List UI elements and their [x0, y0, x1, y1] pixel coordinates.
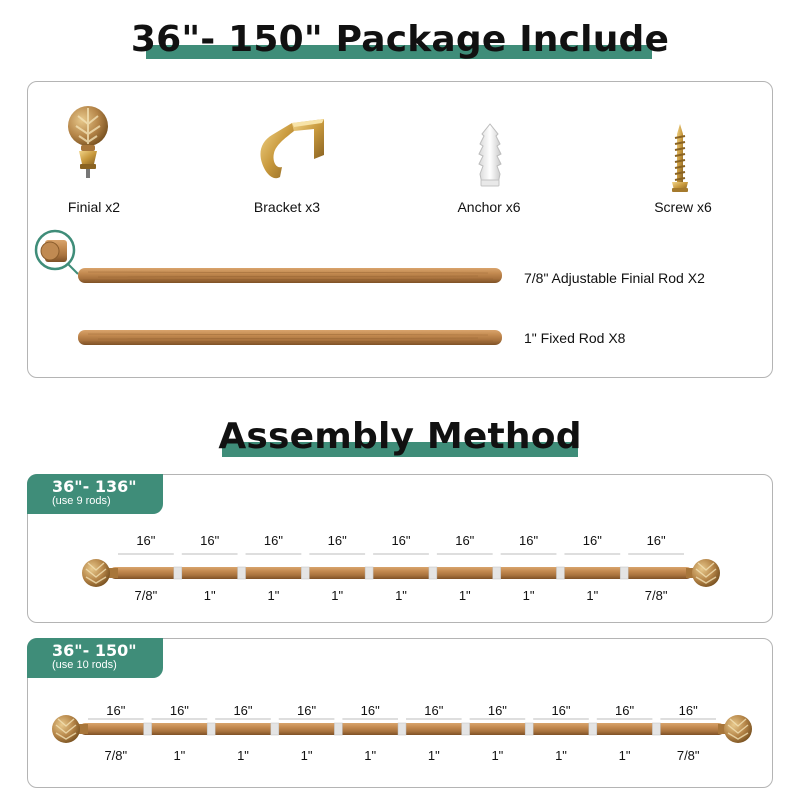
fixed-rod: [78, 328, 504, 348]
rod-connector: [365, 567, 373, 579]
rod-connector: [271, 723, 279, 735]
finial-icon: [718, 715, 752, 743]
segment-length: 16": [615, 703, 635, 718]
segment-diameter: 1": [267, 588, 280, 603]
segment-diameter: 1": [173, 748, 186, 763]
segment-diameter: 1": [491, 748, 504, 763]
segment-length: 16": [136, 533, 156, 548]
range-label: 36"- 150": [52, 641, 137, 660]
item-label: Bracket x3: [253, 199, 321, 215]
page-title: 36"- 150" Package Include: [130, 19, 670, 60]
section-title: Assembly Method: [218, 416, 582, 457]
segment-length: 16": [678, 703, 698, 718]
package-panel: [27, 81, 773, 378]
segment-diameter: 1": [364, 748, 377, 763]
segment-diameter: 1": [203, 588, 216, 603]
finial-icon: [52, 715, 88, 743]
segment-length: 16": [169, 703, 189, 718]
segment-length: 16": [360, 703, 380, 718]
rod-connector: [238, 567, 246, 579]
assembly-heading: [0, 410, 800, 464]
rod-count-note: (use 10 rods): [52, 659, 117, 671]
segment-length: 16": [263, 533, 283, 548]
segment-length: 16": [582, 533, 602, 548]
segment-length: 16": [519, 533, 539, 548]
item-label: Finial x2: [67, 199, 121, 215]
segment-diameter: 1": [395, 588, 407, 603]
segment-length: 16": [551, 703, 571, 718]
finial-icon: [686, 559, 720, 587]
segment-length: 16": [106, 703, 126, 718]
rod-label: 1" Fixed Rod X8: [524, 330, 626, 346]
segment-length: 16": [297, 703, 317, 718]
item-label: Screw x6: [654, 199, 712, 215]
segment-diameter: 7/8": [134, 588, 158, 603]
rod-connector: [301, 567, 309, 579]
segment-diameter: 1": [331, 588, 344, 603]
rod-connector: [429, 567, 437, 579]
finial-icon: [66, 102, 110, 182]
rod-connector: [144, 723, 152, 735]
rod-count-note: (use 9 rods): [52, 495, 111, 507]
rod-connector: [462, 723, 470, 735]
segment-diameter: 1": [237, 748, 249, 763]
segment-diameter: 1": [618, 748, 631, 763]
rod-connector: [525, 723, 533, 735]
segment-length: 16": [391, 533, 411, 548]
rod-connector: [207, 723, 215, 735]
adjustable-finial-rod: [78, 266, 504, 286]
rod-label: 7/8" Adjustable Finial Rod X2: [524, 270, 705, 286]
segment-diameter: 1": [586, 588, 599, 603]
rod-connector: [174, 567, 182, 579]
rod-connector: [556, 567, 564, 579]
rod-connector: [334, 723, 342, 735]
segment-diameter: 1": [427, 748, 440, 763]
bracket-icon: [244, 115, 330, 185]
rod-connector: [620, 567, 628, 579]
rod-body: [110, 567, 692, 579]
rod-connector: [652, 723, 660, 735]
segment-diameter: 1": [458, 588, 471, 603]
segment-length: 16": [424, 703, 444, 718]
range-label: 36"- 136": [52, 477, 137, 496]
package-heading: [0, 14, 800, 66]
item-label: Anchor x6: [457, 199, 521, 215]
segment-length: 16": [200, 533, 220, 548]
screw-icon: [670, 122, 690, 196]
segment-diameter: 1": [555, 748, 567, 763]
assembly-panel-9-rods: [27, 474, 773, 623]
segment-diameter: 7/8": [104, 748, 128, 763]
rod-connector: [493, 567, 501, 579]
segment-diameter: 1": [300, 748, 313, 763]
rod-connector: [589, 723, 597, 735]
assembly-panel-10-rods: [27, 638, 773, 788]
rod-connector: [398, 723, 406, 735]
segment-length: 16": [233, 703, 253, 718]
segment-length: 16": [455, 533, 475, 548]
segment-length: 16": [487, 703, 507, 718]
segment-diameter: 7/8": [676, 748, 700, 763]
finial-icon: [82, 559, 118, 587]
segment-diameter: 1": [522, 588, 535, 603]
segment-diameter: 7/8": [644, 588, 668, 603]
segment-length: 16": [327, 533, 347, 548]
anchor-icon: [476, 122, 504, 188]
segment-length: 16": [646, 533, 666, 548]
